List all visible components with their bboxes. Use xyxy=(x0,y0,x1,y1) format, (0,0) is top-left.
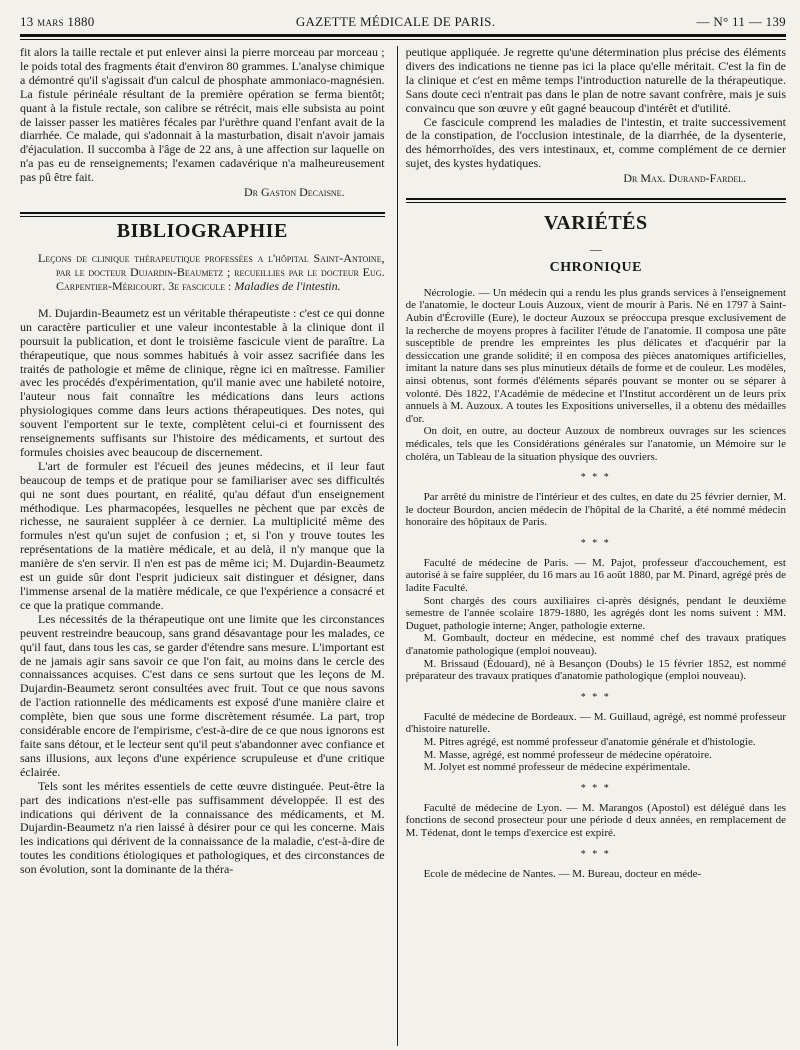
news-bourdon: Par arrêté du ministre de l'intérieur et des cultes, en date du 25 février dernier, M. le docteur Bourdon, ancien médecin de l'hôpital de la Charité, a été nommé médecin honoraire des hôpitaux de Paris. xyxy=(405,491,786,529)
news-faculte-paris: Faculté de médecine de Paris. — M. Pajot, professeur d'accouchement, est autorisé à se faire suppléer, du 16 mars au 16 août 1880, par M. Pinard, agrégé près de ladite Faculté. xyxy=(405,556,786,595)
news-faculte-bordeaux: Faculté de médecine de Bordeaux. — M. Guillaud, agrégé, est nommé professeur d'histoire naturelle. xyxy=(405,710,786,736)
news-masse: M. Masse, agrégé, est nommé professeur de médecine opératoire. xyxy=(423,748,712,761)
news-jolyet: M. Jolyet est nommé professeur de médecine expérimentale. xyxy=(423,761,691,774)
section-rule-varietes xyxy=(406,198,786,203)
news-faculte-lyon: Faculté de médecine de Lyon. — M. Marangos (Apostol) est délégué dans les fonctions de second prosecteur pour une période d deux années, en remplacement de M. Tédenat, dont le temps d'exercice est expiré. xyxy=(405,801,786,839)
bibliography-heading-italic: Maladies de l'intestin. xyxy=(234,278,341,293)
news-auzoux-works: On doit, en outre, au docteur Auzoux de nombreux ouvrages sur les sciences médicales, tels que les Considérations générales sur l'anatomie, un Mémoire sur le choléra, un Tableau de la situation physique des ouvriers. xyxy=(405,425,786,463)
separator-stars: * * * xyxy=(580,782,611,794)
signature-durand-fardel: Dr Max. Durand-Fardel. xyxy=(623,171,746,186)
signature-decaisne: Dr Gaston Decaisne. xyxy=(243,185,345,200)
case-report-end: fit alors la taille rectale et put enlever ainsi la pierre morceau par morceau ; le poids total des fragments était d'environ 80 grammes. L'analyse chimique a démontré qu'il s'agissait d'un calcul de phosphate ammoniaco-magnésien. La fistule périnéale résultant de la première opération se ferma bientôt; quant à la fistule rectale, son calibre se rétrécit, mais elle subsista au point de laisser passer les matières fécales par l'urèthre quand l'enfant avait de la diarrhée. Ce malade, qui s'adonnait à la masturbation, disait n'avoir jamais d'éjaculation. Il succomba à l'âge de 22 ans, à une affection sur laquelle on n'a pas eu de renseignements; l'examen cadavérique n'a malheureusement pas pû être fait. xyxy=(20,46,385,185)
separator-stars: * * * xyxy=(580,848,611,860)
section-title-bibliographie: BIBLIOGRAPHIE xyxy=(116,219,288,242)
review-contents: Ce fascicule comprend les maladies de l'intestin, et traite successivement de la constipation, de l'occlusion intestinale, de la diarrhée, de la dysenterie, des hémorrhoïdes, des vers intestinaux, et, comme complément de ce dernier sujet, des kystes hydatiques. xyxy=(405,114,786,171)
page-header xyxy=(20,14,786,32)
review-paragraph-4: Tels sont les mérites essentiels de cette œuvre distinguée. Peut-être la part des indications n'est-elle pas suffisamment développée. Il est des indications qui dérivent de la connaissance des médicaments, et M. Dujardin-Beaumetz n'a rien laissé à désirer pour ce qui les concerne. Mais les indications qui dérivent de la connaissance de la maladie, c'est-à-dire de toutes les conditions étiologiques et pathologiques, et des circonstances de son évolution, sont la dominante de la théra- xyxy=(20,778,385,877)
column-divider xyxy=(397,46,398,1046)
right-column xyxy=(404,46,786,1046)
news-pitres: M. Pitres agrégé, est nommé professeur d'anatomie générale et d'histologie. xyxy=(423,736,756,748)
review-paragraph-1: M. Dujardin-Beaumetz est un véritable thérapeutiste : c'est ce qui donne un caractère particulier et une valeur incontestable à la clinique dont il poursuit la publication, et dont le troisième fascicule vient de paraître. La thérapeutique, que nous sommes habitués à voir assez sacrifiée dans les traités de pathologie et même de clinique, règne ici en maîtresse. Familier avec les procédés d'expérimentation, qu'il manie avec une habileté notoire, l'auteur nous fait connaître les médications dans leurs actions physiologiques comme dans leurs actions thérapeutiques. Des notes, qui souvent l'emportent sur le texte, complètent celui-ci et fournissent des renseignements suffisants sur l'histoire des médicaments, et surtout des formules choisies avec beaucoup de discernement. xyxy=(20,305,385,459)
review-paragraph-2: L'art de formuler est l'écueil des jeunes médecins, et il leur faut beaucoup de temps et de pratique pour se familiariser avec ses difficultés qui ne sont dues pourtant, en réalité, qu'au défaut d'un enseignement méthodique. Les pharmacopées, lesquelles ne pèchent que par excès de richesse, ne sauraient suppléer à ce dernier. La multiplicité même des formules n'est qu'un sujet de confusion ; et, si l'on y trouve toutes les représentations de la matière médicale, et au delà, il n'y manque que la manière de s'en servir. Il n'en est pas de même ici; M. Dujardin-Beaumetz est un guide sûr dont l'esprit judicieux sait distinguer et désigner, dans l'immense arsenal de la matière médicale, ce que l'expérience a consacré et ce que la pratique commande. xyxy=(20,458,385,612)
separator-stars: * * * xyxy=(580,537,611,549)
news-cours-auxiliaires: Sont chargés des cours auxiliaires ci-après désignés, pendant le deuxième semestre de l'année scolaire 1879-1880, les agrégés dont les noms suivent : MM. Duguet, pathologie interne; Anger, pathologie externe. xyxy=(405,594,786,632)
news-brissaud: M. Brissaud (Édouard), né à Besançon (Doubs) le 15 février 1852, est nommé préparateur des travaux pratiques d'anatomie pathologique (emploi nouveau). xyxy=(405,657,786,683)
bibliography-heading: Leçons de clinique thérapeutique professées a l'hôpital Saint-Antoine, par le docteur Dujardin-Beaumetz ; recueillies par le docteur Eug. Carpentier-Méricourt. 3e fascicule : Maladies de l'intestin. xyxy=(38,250,385,293)
issue-date: 13 mars 1880 xyxy=(20,14,95,29)
issue-page-number: — N° 11 — 139 xyxy=(696,14,786,29)
left-column xyxy=(20,46,391,1046)
section-rule xyxy=(20,212,385,217)
header-rule xyxy=(20,34,786,37)
section-dash: — xyxy=(589,241,602,256)
columns xyxy=(20,46,786,1046)
review-continuation: peutique appliquée. Je regrette qu'une détermination plus précise des éléments divers des indications ne tienne pas ici la place qu'elle méritait. C'est la fin de la clinique et c'est en même temps l'introduction naturelle de la thérapeutique. Sans doute ceci n'entrait pas dans le plan de notre savant confrère, mais je suis convaincu que son œuvre y eût gagné beaucoup d'intérêt et d'utilité. xyxy=(405,46,786,115)
separator-stars: * * * xyxy=(580,691,611,703)
section-title-varietes: VARIÉTÉS xyxy=(543,212,648,235)
news-ecole-nantes: Ecole de médecine de Nantes. — M. Bureau, docteur en méde- xyxy=(423,867,702,880)
news-necrologie: Nécrologie. — Un médecin qui a rendu les plus grands services à l'enseignement de l'anatomie, le docteur Louis Auzoux, vient de mourir à Paris. Né en 1797 à Saint-Aubin d'Écroville (Eure), le docteur Auzoux se préoccupa presque exclusivement de la recherche de moyens propres à faciliter l'étude de l'anatomie. Il composa une pâte susceptible de prendre les empreintes les plus délicates et d'acquérir par la dessiccation une grande solidité; il en composa des pièces anatomiques artificielles, imitant la nature dans ses plus minutieux détails de forme et de couleur. Les modèles, ainsi obtenus, sont formés d'éléments séparés pouvant se monter ou se séparer à volonté. Dès 1822, l'Académie de médecine et l'Institut accordèrent un de leurs prix annuels à M. Auzoux. A toutes les Expositions universelles, il a obtenu des médailles d'or. xyxy=(405,286,786,425)
news-gombault: M. Gombault, docteur en médecine, est nommé chef des travaux pratiques d'anatomie pathologique (emploi nouveau). xyxy=(405,632,786,658)
review-paragraph-3: Les nécessités de la thérapeutique ont une limite que les circonstances peuvent restreindre beaucoup, sans grand désavantage pour les malades, ce qu'il faut, dans tous les cas, se garder d'étendre sans mesure. L'important est de ne jamais agir sans savoir ce que l'on fait, au moins dans le cercle des connaissances acquises. C'est dans ce sens surtout que les leçons de M. Dujardin-Beaumetz seront consultées avec fruit. Tout ce que nous savons de l'action rationnelle des médicaments est exposé d'une manière claire et complète, bien que sous une forme discrètement résumée. La part, trop considérable encore de l'empirisme, c'est-à-dire de ce que nous ignorons est faite sans détour, et le lecteur sent qu'il peut s'abandonner avec confiance et sans illusions, aux leçons d'une expérience scrupuleuse et d'une critique éclairée. xyxy=(20,611,385,779)
subtitle-chronique: CHRONIQUE xyxy=(549,259,642,275)
header-rule-thin xyxy=(20,39,786,40)
journal-title: GAZETTE MÉDICALE DE PARIS. xyxy=(295,14,496,29)
separator-stars: * * * xyxy=(580,472,611,484)
